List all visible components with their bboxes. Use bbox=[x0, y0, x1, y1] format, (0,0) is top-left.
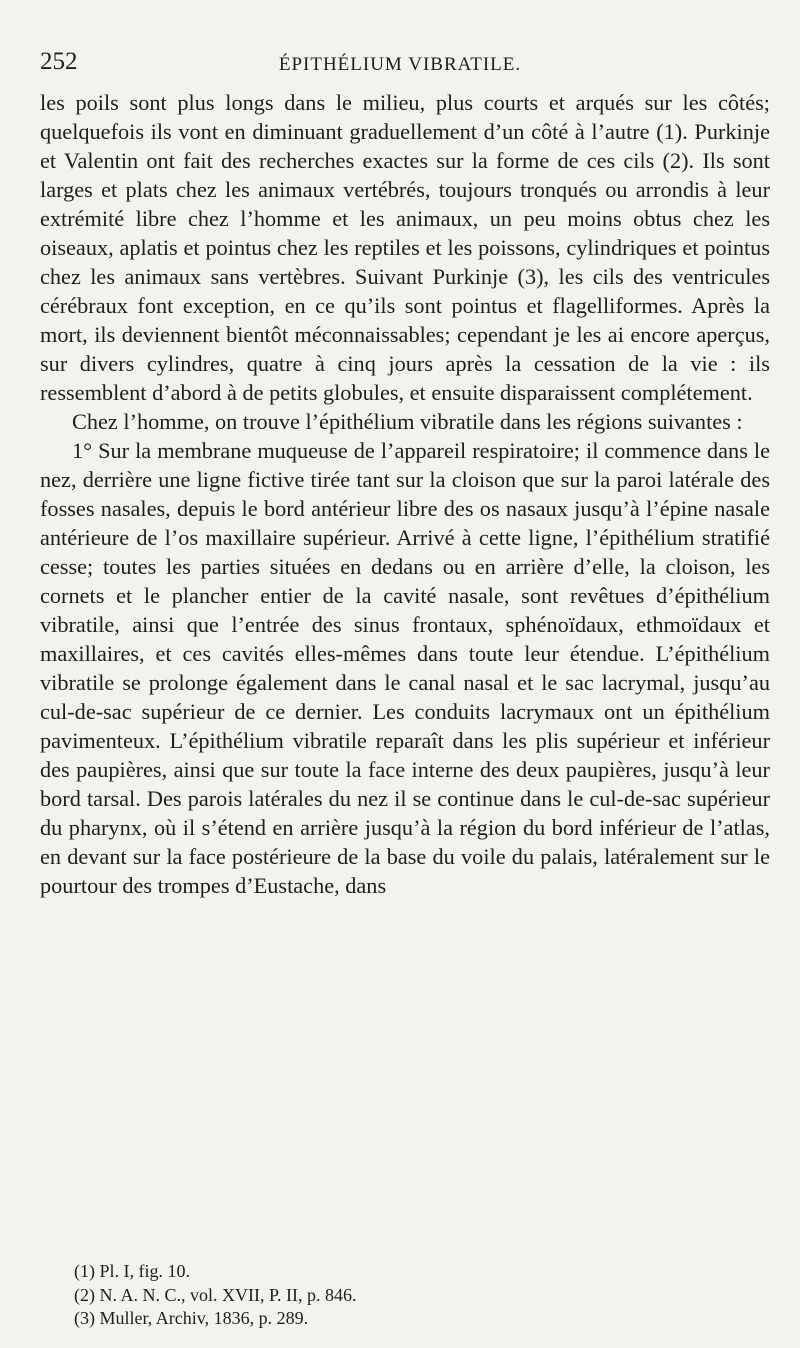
paragraph-respiratory: 1° Sur la membrane muqueuse de l’appareil respiratoire; il commence dans le nez, derrière une ligne fictive tirée tant sur la cloison que sur la paroi latérale des fosses nasales, depuis le bord antérieur libre des os nasaux jusqu’à l’épine nasale antérieure de l’os maxillaire supérieur. Arrivé à cette ligne, l’épithélium stratifié cesse; toutes les parties situées en dedans ou en arrière d’elle, la cloison, les cornets et le plancher entier de la cavité nasale, sont revêtues d’épithélium vibratile, ainsi que l’entrée des sinus frontaux, sphénoïdaux, ethmoïdaux et maxillaires, et ces cavités elles-mêmes dans toute leur étendue. L’épithélium vibratile se prolonge également dans le canal nasal et le sac lacrymal, jusqu’au cul-de-sac supérieur de ce dernier. Les conduits lacrymaux ont un épithélium pavimenteux. L’épithélium vibratile reparaît dans les plis supérieur et inférieur des paupières, ainsi que sur toute la face interne des deux paupières, jusqu’à leur bord tarsal. Des parois latérales du nez il se continue dans le cul-de-sac supérieur du pharynx, où il s’étend en arrière jusqu’à la région du bord inférieur de l’atlas, en devant sur la face postérieure de la base du voile du palais, latéralement sur le pourtour des trompes d’Eustache, dans bbox=[40, 438, 770, 898]
footnote-2: (2) N. A. N. C., vol. XVII, P. II, p. 846. bbox=[74, 1284, 357, 1305]
footnote-1: (1) Pl. I, fig. 10. bbox=[74, 1261, 190, 1281]
paragraph-continuation: les poils sont plus longs dans le milieu, plus courts et arqués sur les côtés; quelquefois ils vont en diminuant graduellement d’un côté à l’autre (1). Purkinje et Valentin ont fait des recherches exactes sur la forme de ces cils (2). Ils sont larges et plats chez les animaux vertébrés, toujours tronqués ou arrondis à leur extrémité libre chez l’homme et les animaux, un peu moins obtus chez les oiseaux, aplatis et pointus chez les reptiles et les poissons, cylindriques et pointus chez les animaux sans vertèbres. Suivant Purkinje (3), les cils des ventricules cérébraux font exception, en ce qu’ils sont pointus et flagelliformes. Après la mort, ils deviennent bientôt méconnaissables; cependant je les ai encore aperçus, sur divers cylindres, quatre à cinq jours après la cessation de la vie : ils ressemblent d’abord à de petits globules, et ensuite disparaissent complétement. bbox=[40, 90, 770, 405]
running-head: ÉPITHÉLIUM VIBRATILE. bbox=[278, 54, 522, 75]
footnotes bbox=[74, 1260, 764, 1331]
paragraph-regions-intro: Chez l’homme, on trouve l’épithélium vibratile dans les régions suivantes : bbox=[72, 409, 743, 434]
body-text bbox=[40, 88, 770, 900]
footnote-3: (3) Muller, Archiv, 1836, p. 289. bbox=[74, 1308, 309, 1328]
page-number: 252 bbox=[40, 48, 78, 75]
page-header bbox=[40, 48, 760, 82]
